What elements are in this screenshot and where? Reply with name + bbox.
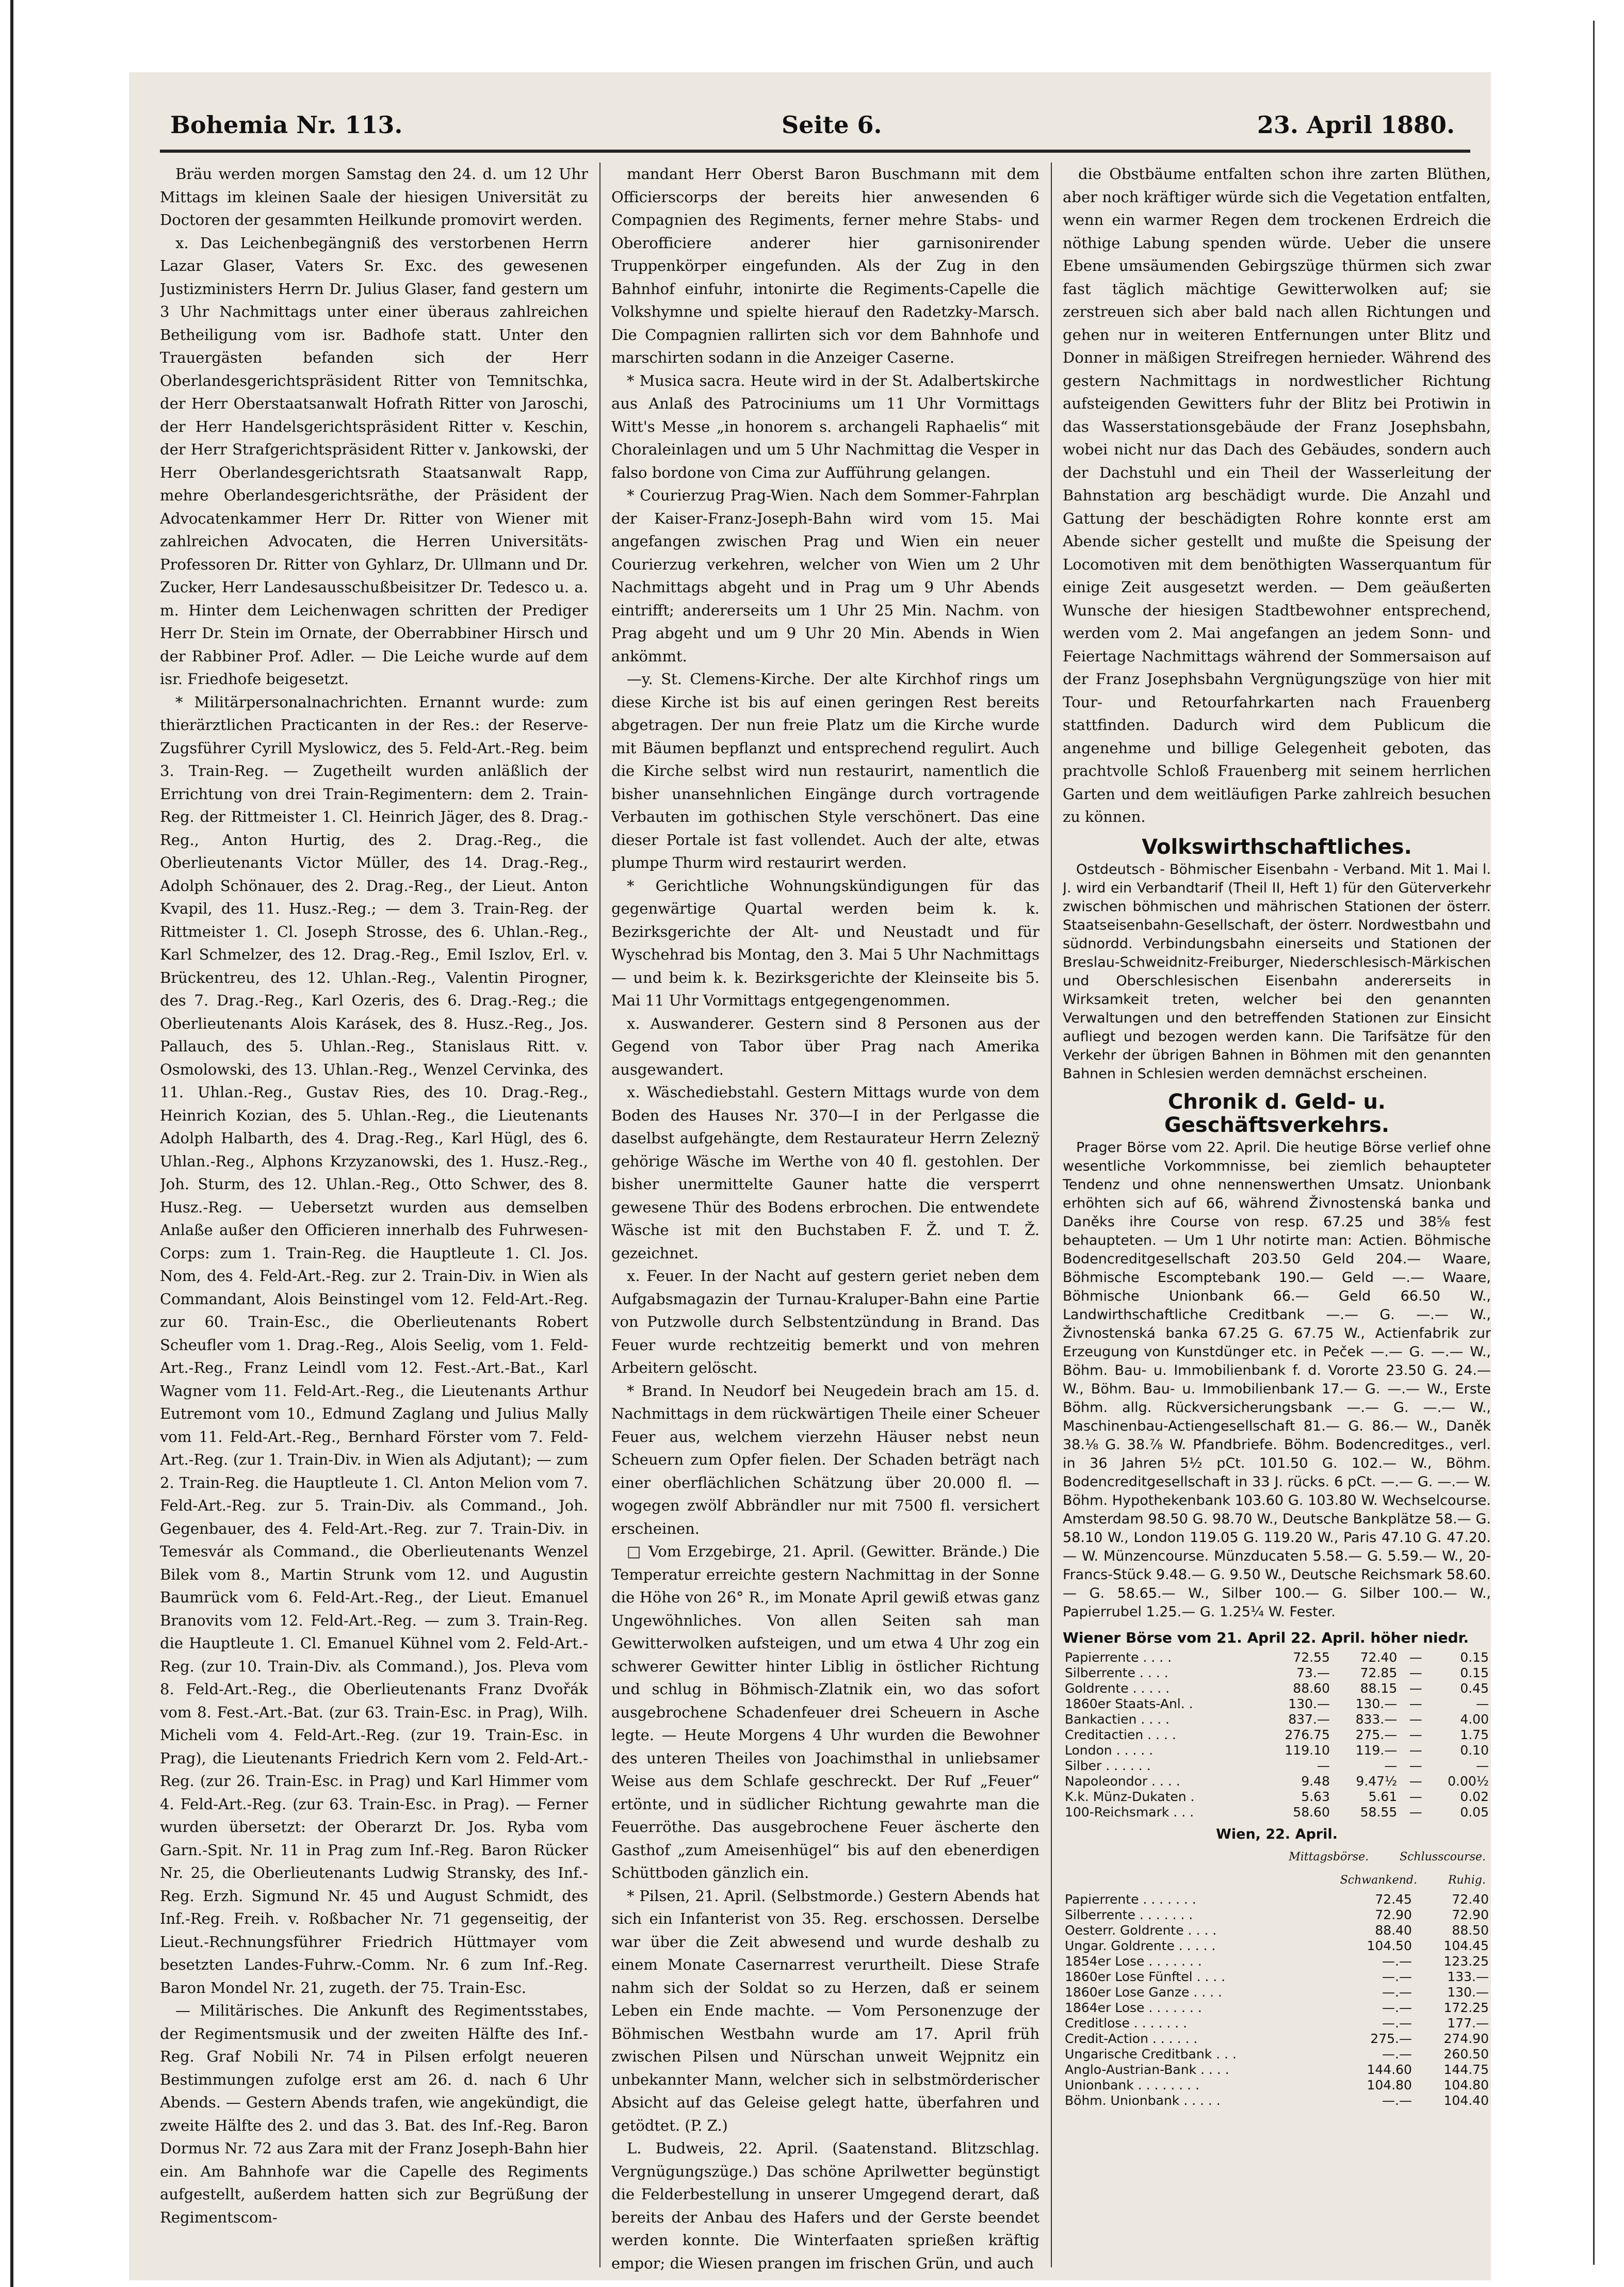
table-row xyxy=(1063,1650,1491,1665)
quote-value: 104.50 xyxy=(1367,1938,1412,1953)
table-row xyxy=(1063,2093,1491,2108)
table-row xyxy=(1063,1805,1491,1820)
column-divider xyxy=(1051,163,1052,2267)
quote-value: 5.63 xyxy=(1301,1789,1330,1804)
quote-value: 833.— xyxy=(1355,1711,1398,1727)
quote-value: 130.— xyxy=(1447,1985,1489,2000)
table-row xyxy=(1063,2047,1491,2062)
quote-value: 9.48 xyxy=(1301,1773,1330,1789)
article-paragraph: x. Auswanderer. Gestern sind 8 Personen aus der Gegend von Tabor über Prag nach Amerika ausgewandert. xyxy=(611,1014,1040,1078)
security-name: Credit-Action . . . . . . xyxy=(1065,2031,1198,2046)
quote-value: —.— xyxy=(1382,2016,1412,2031)
newspaper-page xyxy=(129,72,1491,2280)
security-name: 1864er Lose . . . . . . . xyxy=(1065,2000,1202,2015)
quote-value: 72.90 xyxy=(1375,1907,1412,1922)
security-name: London . . . . . xyxy=(1065,1742,1154,1758)
quote-value: — xyxy=(1409,1758,1422,1773)
quote-value: — xyxy=(1409,1696,1422,1711)
article-paragraph: x. Das Leichenbegängniß des verstorbenen Herrn Lazar Glaser, Vaters Sr. Exc. des gewesenen Justizministers Herrn Dr. Julius Glaser, fand gestern um 3 Uhr Nachmittags unter einer überaus zahlreichen Betheiligung vom isr. Badhofe statt. Unter den Trauergästen befanden sich der Herr Oberlandesgerichtspräsident Ritter von Temnitschka, der Herr Oberstaatsanwalt Hofrath Ritter von Jaroschi, der Herr Handelsgerichtspräsident Ritter v. Keschin, der Herr Strafgerichtspräsident Ritter v. Jankowski, der Herr Oberlandesgerichtsrath Staatsanwalt Rapp, mehre Oberlandesgerichtsräthe, der Präsident der Advocatenkammer Herr Dr. Ritter von Wiener mit zahlreichen Advocaten, die Herren Universitäts-Professoren Dr. Ritter von Gyhlarz, Dr. Ullmann und Dr. Zucker, Herr Landesausschußbeisitzer Dr. Tedesco u. a. m. Hinter dem Leichenwagen schritten der Prediger Herr Dr. Stein im Ornate, der Oberrabbiner Hirsch und der Rabbiner Prof. Adler. — Die Leiche wurde auf dem isr. Friedhofe beigesetzt. xyxy=(160,234,588,688)
header-rule xyxy=(160,150,1470,153)
quote-value: — xyxy=(1409,1680,1422,1696)
quote-value: — xyxy=(1409,1773,1422,1789)
table-row xyxy=(1063,1907,1491,1923)
column-2 xyxy=(611,163,1040,2273)
table-row xyxy=(1063,1969,1491,1985)
scan-margin-right xyxy=(1575,0,1624,2287)
quote-value: — xyxy=(1409,1649,1422,1665)
article-paragraph: * Courierzug Prag-Wien. Nach dem Sommer-Fahrplan der Kaiser-Franz-Joseph-Bahn wird vom 15. Mai angefangen zwischen Prag und Wien ein neuer Courierzug verkehren, welcher von Wien um 2 Uhr Nachmittags abgeht und in Prag um 9 Uhr Abends eintrifft; andererseits um 1 Uhr 25 Min. Nachm. von Prag abgeht und um 9 Uhr 20 Min. Abends in Wien ankömmt. xyxy=(611,486,1040,665)
quote-value: — xyxy=(1409,1804,1422,1820)
wien-sub-midday: Mittagsbörse. xyxy=(1289,1851,1369,1863)
table-row xyxy=(1063,2016,1491,2031)
quote-value: 104.45 xyxy=(1443,1938,1489,1953)
quote-value: 260.50 xyxy=(1443,2047,1489,2062)
quote-value: 72.90 xyxy=(1452,1907,1489,1922)
article-paragraph: x. Wäschediebstahl. Gestern Mittags wurde von dem Boden des Hauses Nr. 370—I in der Perlgasse die daselbst aufgehängte, dem Restaurateur Herrn Zeleznÿ gehörige Wäsche im Werthe von 40 fl. gestohlen. Der bisher unermittelte Gauner hatte die versperrt gewesene Thür des Bodens erbrochen. Die entwendete Wäsche ist mit den Buchstaben F. Ž. und T. Ž. gezeichnet. xyxy=(611,1083,1040,1262)
security-name: 1860er Lose Ganze . . . . xyxy=(1065,1985,1222,2000)
quote-value: 4.00 xyxy=(1460,1711,1489,1727)
article-paragraph: □ Vom Erzgebirge, 21. April. (Gewitter. Brände.) Die Temperatur erreichte gestern Nachmittag in der Sonne die Höhe von 26° R., im Monate April gewiß etwas ganz Ungewöhnliches. Von allen Seiten sah man Gewitterwolken aufsteigen, und um etwa 4 Uhr zog ein schwerer Gewitter hinter Liblig in östlicher Richtung und schlug in Böhmisch-Zlatnik ein, wo das sofort ausgebrochene Schadenfeuer drei Scheuern in Asche legte. — Heute Morgens 4 Uhr wurden die Bewohner des unteren Theiles von Joachimsthal in unliebsamer Weise aus dem Schlafe geschreckt. Der Ruf „Feuer“ ertönte, und in südlicher Richtung gewahrte man die Feuerröthe. Das ausgebrochene Feuer äscherte den Gasthof „zum Ameisenhügel“ bis auf den ebenerdigen Schüttboden gänzlich ein. xyxy=(611,1543,1040,1881)
security-name: K.k. Münz-Dukaten . xyxy=(1065,1789,1195,1804)
security-name: 100-Reichsmark . . . xyxy=(1065,1804,1194,1820)
table-row xyxy=(1063,1665,1491,1681)
quote-value: 104.80 xyxy=(1367,2078,1412,2093)
quote-value: 88.50 xyxy=(1452,1923,1489,1938)
security-name: Silber . . . . . . xyxy=(1065,1758,1151,1773)
article-paragraph: * Musica sacra. Heute wird in der St. Adalbertskirche aus Anlaß des Patrociniums um 11 Uhr Vormittags Witt's Messe „in honorem s. archangeli Raphaelis“ mit Choraleinlagen und um 5 Uhr Nachmittag die Vesper in falso bordone von Cima zur Aufführung gelangen. xyxy=(611,371,1040,481)
table-row xyxy=(1063,2078,1491,2093)
security-name: Bankactien . . . . xyxy=(1065,1711,1170,1727)
table-row xyxy=(1063,1923,1491,1938)
quote-value: —.— xyxy=(1382,2093,1412,2108)
security-name: Napoleondor . . . . xyxy=(1065,1773,1180,1789)
quote-value: — xyxy=(1409,1789,1422,1804)
quote-value: — xyxy=(1409,1711,1422,1727)
article-paragraph: die Obstbäume entfalten schon ihre zarten Blüthen, aber noch kräftiger würde sich die Vegetation entfalten, wenn ein warmer Regen dem trockenen Erdreich die nöthige Labung spenden würde. Ueber die unsere Ebene umsäumenden Gebirgszüge thürmen sich zwar fast täglich mächtige Gewitterwolken auf; sie zerstreuen sich aber bald nach allen Richtungen und gehen nur in weiteren Entfernungen unter Blitz und Donner in mäßigen Streifregen hernieder. Während des gestern Nachmittags in nordwestlicher Richtung aufsteigenden Gewitters fuhr der Blitz bei Protiwin in das Wasserstationsgebäude der Franz Josephsbahn, wobei nicht nur das Dach des Gebäudes, sondern auch der Dachstuhl und ein Theil der Wasserleitung der Bahnstation arg beschädigt wurde. Die Anzahl und Gattung der beschädigten Rohre konnte erst am Abende sicher gestellt und mußte die Speisung der Locomotiven mit dem benöthigten Wasserquantum für einige Zeit ausgesetzt werden. — Dem geäußerten Wunsche der hiesigen Stadtbewohner entsprechend, werden vom 2. Mai angefangen an jedem Sonn- und Feiertage Nachmittags während der Sommersaison auf der Franz Josephsbahn Vergnügungszüge von hier mit Tour- und Retourfahrkarten nach Frauenberg stattfinden. Dadurch wird dem Publicum die angenehme und billige Gelegenheit geboten, das prachtvolle Schloß Frauenberg mit seinem herrlichen Garten und dem weitläufigen Parke zahlreich besuchen zu können. xyxy=(1063,165,1491,825)
quote-value: 104.40 xyxy=(1443,2093,1489,2108)
table-row xyxy=(1063,1954,1491,1969)
scan-margin-left xyxy=(0,0,49,2287)
quote-value: 88.15 xyxy=(1360,1680,1398,1696)
quote-value: — xyxy=(1409,1727,1422,1742)
security-name: Goldrente . . . . . xyxy=(1065,1680,1170,1696)
security-name: Anglo-Austrian-Bank . . . . xyxy=(1065,2062,1229,2077)
quote-value: 119.— xyxy=(1355,1742,1398,1758)
article-paragraph: * Gerichtliche Wohnungskündigungen für das gegenwärtige Quartal werden beim k. k. Bezirksgerichte der Alt- und Neustadt und für Wyschehrad bis Montag, den 3. Mai 5 Uhr Nachmittags — und beim k. k. Bezirksgerichte der Kleinseite bis 5. Mai 11 Uhr Vormittags entgegengenommen. xyxy=(611,877,1040,1009)
security-name: 1854er Lose . . . . . . . xyxy=(1065,1954,1202,1969)
quote-value: 0.15 xyxy=(1460,1665,1489,1680)
article-paragraph: — Militärisches. Die Ankunft des Regimentsstabes, der Regimentsmusik und der zweiten Hälfte des Inf.-Reg. Graf Nobili Nr. 74 in Pilsen erfolgt neueren Bestimmungen zufolge erst am 26. d. nach 6 Uhr Abends. — Gestern Abends trafen, wie angekündigt, die zweite Hälfte des 2. und das 3. Bat. des Inf.-Reg. Baron Dormus Nr. 72 aus Zara mit der Franz Joseph-Bahn hier ein. Am Bahnhofe war die Capelle des Regiments aufgestellt, außerdem hatten sich zur Begrüßung der Regimentscom- xyxy=(160,2002,588,2226)
quote-value: —.— xyxy=(1382,1969,1412,1984)
quote-value: 0.00½ xyxy=(1448,1773,1489,1789)
wien-sub-tendency-2: Ruhig. xyxy=(1448,1873,1486,1887)
quote-value: 9.47½ xyxy=(1356,1773,1398,1789)
quote-value: 72.40 xyxy=(1452,1892,1489,1907)
quote-value: 144.75 xyxy=(1443,2062,1489,2077)
wien-subheading-2 xyxy=(1063,1869,1491,1892)
table-row xyxy=(1063,1892,1491,1907)
quote-value: 0.45 xyxy=(1460,1680,1489,1696)
quote-value: 72.45 xyxy=(1375,1892,1412,1907)
quote-value: — xyxy=(1476,1696,1489,1711)
table-row xyxy=(1063,2000,1491,2016)
article-paragraph: * Militärpersonalnachrichten. Ernannt wurde: zum thierärztlichen Practicanten in der Res.: der Reserve-Zugsführer Cyrill Myslowicz, des 5. Feld-Art.-Reg. beim 3. Train-Reg. — Zugetheilt wurden anläßlich der Errichtung von drei Train-Regimentern: dem 2. Train-Reg. der Rittmeister 1. Cl. Heinrich Jäger, des 8. Drag.-Reg., Anton Hurtig, des 2. Drag.-Reg., die Oberlieutenants Victor Müller, des 14. Drag.-Reg., Adolph Schönauer, des 2. Drag.-Reg., der Lieut. Anton Kvapil, des 11. Husz.-Reg.; — dem 3. Train-Reg. der Rittmeister 1. Cl. Joseph Strosse, des 6. Uhlan.-Reg., Karl Schmelzer, des 12. Drag.-Reg., Emil Iszlov, Erl. v. Brückentreu, des 12. Uhlan.-Reg., Valentin Pirogner, des 7. Drag.-Reg., Karl Ozeris, des 6. Drag.-Reg.; die Oberlieutenants Alois Karásek, des 8. Husz.-Reg., Jos. Pallauch, des 5. Uhlan.-Reg., Stanislaus Ritt. v. Osmolowski, des 13. Uhlan.-Reg., Wenzel Cervinka, des 11. Uhlan.-Reg., Gustav Ries, des 10. Drag.-Reg., Heinrich Kozian, des 5. Uhlan.-Reg., die Lieutenants Adolph Halbarth, des 4. Drag.-Reg., Karl Hügl, des 6. Uhlan.-Reg., Alphons Krzyzanowski, des 1. Husz.-Reg., Joh. Sturm, des 12. Uhlan.-Reg., Otto Schwer, des 8. Husz.-Reg. — Uebersetzt wurden aus demselben Anlaße außer den Officieren innerhalb des Fuhrwesen-Corps: zum 1. Train-Reg. die Hauptleute 1. Cl. Jos. Nom, des 4. Feld-Art.-Reg. zur 2. Train-Div. in Wien als Commandant, Alois Beinstingel vom 12. Feld-Art.-Reg. zur 60. Train-Esc., die Oberlieutenants Robert Scheufler vom 1. Drag.-Reg., Alois Seelig, vom 1. Feld-Art.-Reg., Franz Leindl vom 12. Fest.-Art.-Bat., Karl Wagner vom 11. Feld-Art.-Reg., die Lieutenants Arthur Eutremont vom 10., Edmund Zaglang und Julius Mally vom 11. Feld-Art.-Reg., Bernhard Förster vom 7. Feld-Art.-Reg. (zur 1. Train-Div. in Wien als Adjutant); — zum 2. Train-Reg. die Hauptleute 1. Cl. Anton Melion vom 7. Feld-Art.-Reg. zur 5. Train-Div. als Command., Joh. Gegenbauer, des 4. Feld-Art.-Reg. zur 7. Train-Div. in Temesvár als Command., die Oberlieutenants Wenzel Bilek vom 8., Martin Strunk vom 12. und Augustin Baumrück vom 6. Feld-Art.-Reg., der Lieut. Emanuel Branovits vom 12. Feld-Art.-Reg. — zum 3. Train-Reg. die Hauptleute 1. Cl. Emanuel Kühnel vom 2. Feld-Art.-Reg. (zur 10. Train-Div. als Command.), Jos. Pleva vom 8. Feld-Art.-Reg., die Oberlieutenants Franz Dvořák vom 8. Fest.-Art.-Bat. (zur 63. Train-Esc. in Prag), Wilh. Micheli vom 4. Feld-Art.-Reg. (zur 19. Train-Esc. in Prag), die Lieutenants Friedrich Kern vom 2. Feld-Art.-Reg. (zur 26. Train-Esc. in Prag) und Karl Himmer vom 4. Feld-Art.-Reg. (zur 63. Train-Esc. in Prag). — Ferner wurden übersetzt: der Oberarzt Dr. Jos. Ryba vom Garn.-Spit. Nr. 11 in Prag zum Inf.-Reg. Baron Rücker Nr. 25, die Oberlieutenants Ludwig Stransky, des Inf.-Reg. Erzh. Sigmund Nr. 45 und August Schmidt, des Inf.-Reg. Freih. v. Roßbacher Nr. 71 gegenseitig, der Lieut.-Rechnungsführer Friedrich Hüttmayer vom besetzten Landes-Fuhrw.-Comm. Nr. 6 zum Inf.-Reg. Baron Mondel Nr. 21, zugeth. der 75. Train-Esc. xyxy=(160,693,588,1997)
masthead-issue: Bohemia Nr. 113. xyxy=(170,111,403,139)
quote-value: 275.— xyxy=(1370,2031,1412,2046)
quote-value: 0.05 xyxy=(1460,1804,1489,1820)
section-title-volkswirthschaft: Volkswirthschaftliches. xyxy=(1142,835,1412,859)
quote-value: 88.60 xyxy=(1293,1680,1330,1696)
issue-date: 23. April 1880. xyxy=(1257,111,1455,139)
article-paragraph: —y. St. Clemens-Kirche. Der alte Kirchhof rings um diese Kirche ist bis auf einen geringen Rest bereits abgetragen. Der nun freie Platz um die Kirche wurde mit Bäumen bepflanzt und entsprechend regulirt. Auch die Kirche selbst wird nun restaurirt, namentlich die bisher unansehnlichen Eingänge durch vortragende Verbauten im gothischen Style verschönert. Das eine dieser Portale ist fast vollendet. Auch der alte, etwas plumpe Thurm wird restaurirt werden. xyxy=(611,670,1040,871)
quote-value: 73.— xyxy=(1296,1665,1330,1680)
table-row xyxy=(1063,2062,1491,2078)
table-row xyxy=(1063,1789,1491,1805)
wien-heading: Wien, 22. April. xyxy=(1216,1826,1338,1842)
table-row xyxy=(1063,1938,1491,1954)
chronik-paragraph: Prager Börse vom 22. April. Die heutige Börse verlief ohne wesentliche Vorkommnisse, bei ziemlich behaupteter Tendenz und ohne nennenswerthen Umsatz. Unionbank erhöhten sich auf 66, während Živnostenská banka und Daněks ihre Course von resp. 67.25 und 38⅝ fest behaupteten. — Um 1 Uhr notirte man: Actien. Böhmische Bodencreditgesellschaft 203.50 Geld 204.— Waare, Böhmische Escomptebank 190.— Geld —.— Waare, Böhmische Unionbank 66.— Geld 66.50 W., Landwirthschaftliche Creditbank —.— G. —.— W., Živnostenská banka 67.25 G. 67.75 W., Actienfabrik zur Erzeugung von Kunstdünger etc. in Peček —.— G. —.— W., Böhm. Bau- u. Immobilienbank f. d. Vororte 23.50 G. 24.— W., Böhm. Bau- u. Immobilienbank 17.— G. —.— W., Erste Böhm. allg. Rückversicherungsbank —.— G. —.— W., Maschinenbau-Actiengesellschaft 81.— G. 86.— W., Daněk 38.⅛ G. 38.⅞ W. Pfandbriefe. Böhm. Bodencreditges., verl. in 36 Jahren 5½ pCt. 101.50 G. 102.— W., Böhm. Bodencreditgesellschaft in 33 J. rücks. 6 pCt. —.— G. —.— W. Böhm. Hypothekenbank 103.60 G. 103.80 W. Wechselcourse. Amsterdam 98.50 G. 98.70 W., Deutsche Bankplätze 58.— G. 58.10 W., London 119.05 G. 119.20 W., Paris 47.10 G. 47.20.— W. Münzencourse. Münzducaten 5.58.— G. 5.59.— W., 20-Francs-Stück 9.48.— G. 9.50 W., Deutsche Reichsmark 58.60.— G. 58.65.— W., Silber 100.— G. Silber 100.— W., Papierrubel 1.25.— G. 1.25¼ W. Fester. xyxy=(1063,1140,1491,1620)
quote-value: — xyxy=(1476,1758,1489,1773)
quote-value: 144.60 xyxy=(1367,2062,1412,2077)
quote-value: 274.90 xyxy=(1443,2031,1489,2046)
quote-value: 72.40 xyxy=(1360,1649,1398,1665)
security-name: Ungar. Goldrente . . . . . xyxy=(1065,1938,1216,1953)
article-paragraph: x. Feuer. In der Nacht auf gestern geriet neben dem Aufgabsmagazin der Turnau-Kraluper-Bahn eine Partie von Putzwolle durch Selbstentzündung in Brand. Das Feuer wurde rechtzeitig bemerkt und von mehren Arbeitern gelöscht. xyxy=(611,1267,1040,1376)
quote-value: 130.— xyxy=(1355,1696,1398,1711)
quote-value: 837.— xyxy=(1288,1711,1330,1727)
column-divider xyxy=(599,163,600,2267)
quote-value: 72.55 xyxy=(1293,1649,1330,1665)
security-name: Silberrente . . . . xyxy=(1065,1665,1168,1680)
quote-value: 72.85 xyxy=(1360,1665,1398,1680)
quote-value: 133.— xyxy=(1447,1969,1489,1984)
table-row xyxy=(1063,1727,1491,1743)
quote-value: 177.— xyxy=(1447,2016,1489,2031)
quote-value: 104.80 xyxy=(1443,2078,1489,2093)
quote-value: 0.10 xyxy=(1460,1742,1489,1758)
page-number: Seite 6. xyxy=(782,111,882,139)
security-name: Papierrente . . . . xyxy=(1065,1649,1172,1665)
table-row xyxy=(1063,2031,1491,2047)
article-paragraph: mandant Herr Oberst Baron Buschmann mit dem Officierscorps der bereits hier anwesenden 6 Compagnien des Regiments, ferner mehre Stabs- und Oberofficiere anderer hier garnisonirender Truppenkörper eingefunden. Als der Zug in den Bahnhof einfuhr, intonirte die Regiments-Capelle die Volkshymne und spielte hierauf den Radetzky-Marsch. Die Compagnien rallirten sich vor dem Bahnhofe und marschirten sodann in die Anzeiger Caserne. xyxy=(611,165,1040,366)
quote-value: — xyxy=(1317,1758,1330,1773)
table-row xyxy=(1063,1696,1491,1712)
wien-sub-tendency-1: Schwankend. xyxy=(1340,1873,1417,1887)
security-name: Böhm. Unionbank . . . . . xyxy=(1065,2093,1221,2108)
table-row xyxy=(1063,1681,1491,1696)
security-name: 1860er Staats-Anl. . xyxy=(1065,1696,1193,1711)
quote-value: 0.02 xyxy=(1460,1789,1489,1804)
quote-value: 1.75 xyxy=(1460,1727,1489,1742)
table-row xyxy=(1063,1985,1491,2000)
quote-value: 119.10 xyxy=(1285,1742,1330,1758)
quote-value: 172.25 xyxy=(1443,2000,1489,2015)
table-row xyxy=(1063,1712,1491,1727)
quote-value: 88.40 xyxy=(1375,1923,1412,1938)
quote-value: 58.60 xyxy=(1293,1804,1330,1820)
column-3 xyxy=(1063,163,1491,2273)
section-title-chronik: Chronik d. Geld- u. Geschäftsverkehrs. xyxy=(1164,1090,1390,1137)
wien-sub-close: Schlusscourse. xyxy=(1400,1851,1486,1863)
security-name: Ungarische Creditbank . . . xyxy=(1065,2047,1237,2062)
quote-value: — xyxy=(1409,1742,1422,1758)
quote-value: 58.55 xyxy=(1360,1804,1398,1820)
article-paragraph: * Brand. In Neudorf bei Neugedein brach am 15. d. Nachmittags in dem rückwärtigen Theile einer Scheuer Feuer aus, welchem vierzehn Häuser nebst neun Scheuern zum Opfer fielen. Der Schaden beträgt nach einer oberflächlichen Schätzung über 20.000 fl. — wogegen zwölf Abbrändler nur mit 7500 fl. versichert erscheinen. xyxy=(611,1382,1040,1537)
table-row xyxy=(1063,1774,1491,1789)
security-name: Creditlose . . . . . . . xyxy=(1065,2016,1188,2031)
security-name: Creditactien . . . . xyxy=(1065,1727,1176,1742)
quote-value: —.— xyxy=(1382,1954,1412,1969)
quote-value: 123.25 xyxy=(1443,1954,1489,1969)
volks-paragraph: Ostdeutsch - Böhmischer Eisenbahn - Verband. Mit 1. Mai l. J. wird ein Verbandtarif (Theil II, Heft 1) für den Güterverkehr zwischen böhmischen und mährischen Stationen der österr. Staatseisenbahn-Gesellschaft, der österr. Nordwestbahn und südnordd. Verbindungsbahn einerseits und Stationen der Breslau-Schweidnitz-Freiburger, Niederschlesisch-Märkischen und Oberschlesischen Eisenbahn andererseits in Wirksamkeit treten, welcher bei den genannten Verwaltungen und den betreffenden Stationen zur Einsicht aufliegt und bezogen werden kann. Die Tarifsätze für den Verkehr der übrigen Bahnen in Böhmen mit den genannten Bahnen in Schlesien werden demnächst erscheinen. xyxy=(1063,862,1491,1082)
quote-value: 5.61 xyxy=(1368,1789,1398,1804)
quote-value: 276.75 xyxy=(1285,1727,1330,1742)
quote-value: — xyxy=(1409,1665,1422,1680)
page-header xyxy=(129,111,1491,152)
quote-value: 275.— xyxy=(1355,1727,1398,1742)
wiener-boerse-heading: Wiener Börse vom 21. April 22. April. höher niedr. xyxy=(1063,1629,1469,1646)
wien-subheading xyxy=(1063,1846,1491,1869)
security-name: Unionbank . . . . . . . . xyxy=(1065,2078,1199,2093)
table-row xyxy=(1063,1743,1491,1758)
wiener-boerse-table xyxy=(1063,1650,1491,1820)
quote-value: 130.— xyxy=(1288,1696,1330,1711)
article-paragraph: L. Budweis, 22. April. (Saatenstand. Blitzschlag. Vergnügungszüge.) Das schöne Aprilwetter begünstigt die Felderbestellung in unserer Umgegend derart, daß bereits der Anbau des Hafers und der Gerste beendet werden konnte. Die Winterfaaten sprießen kräftig empor; die Wiesen prangen im frischen Grün, und auch xyxy=(611,2139,1040,2272)
security-name: Oesterr. Goldrente . . . . xyxy=(1065,1923,1217,1938)
column-1 xyxy=(160,163,588,2273)
security-name: Silberrente . . . . . . . xyxy=(1065,1907,1193,1922)
quote-value: — xyxy=(1384,1758,1398,1773)
quote-value: —.— xyxy=(1382,1985,1412,2000)
security-name: Papierrente . . . . . . . xyxy=(1065,1892,1196,1907)
quote-value: —.— xyxy=(1382,2000,1412,2015)
article-paragraph: Bräu werden morgen Samstag den 24. d. um 12 Uhr Mittags im kleinen Saale der hiesigen Universität zu Doctoren der gesammten Heilkunde promovirt werden. xyxy=(160,165,588,229)
table-row xyxy=(1063,1758,1491,1774)
article-paragraph: * Pilsen, 21. April. (Selbstmorde.) Gestern Abends hat sich ein Infanterist von 35. Reg. erschossen. Derselbe war über die Zeit abwesend und wurde deshalb zu einem Monate Casernarrest verurtheilt. Diese Strafe nahm sich der Soldat so zu Herzen, daß er seinem Leben ein Ende machte. — Vom Personenzuge der Böhmischen Westbahn wurde am 17. April früh zwischen Pilsen und Nürschan unweit Wejpnitz ein unbekannter Mann, welcher sich in selbstmörderischer Absicht auf das Geleise gelegt hatte, überfahren und getödtet. (P. Z.) xyxy=(611,1887,1040,2134)
quote-value: 0.15 xyxy=(1460,1649,1489,1665)
quote-value: —.— xyxy=(1382,2047,1412,2062)
security-name: 1860er Lose Fünftel . . . . xyxy=(1065,1969,1226,1984)
wien-table xyxy=(1063,1892,1491,2108)
